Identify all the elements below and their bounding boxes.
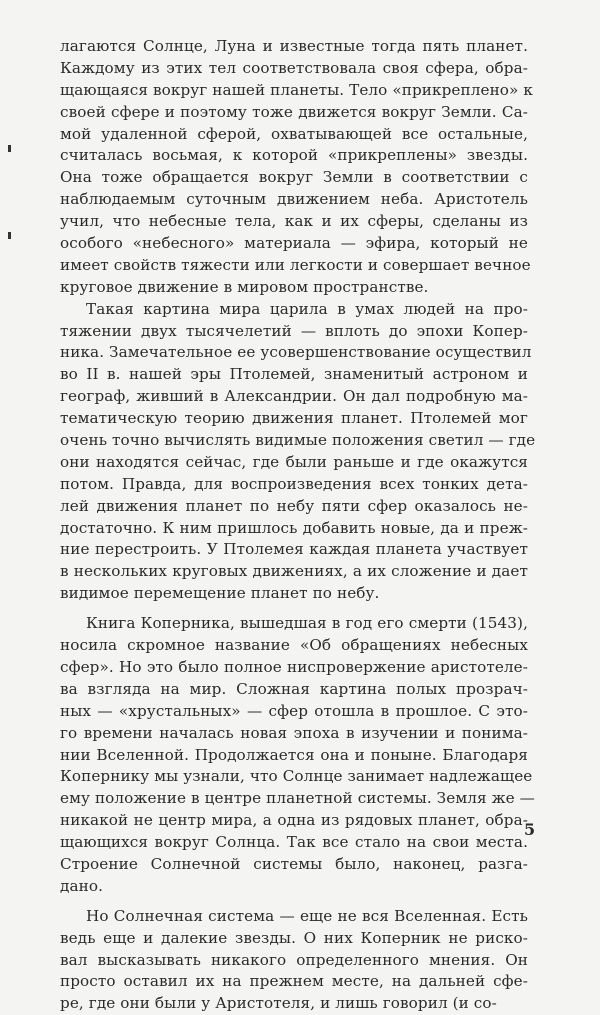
text-line: своей сфере и поэтому тоже движется вокруг Земли. Са- (60, 102, 528, 121)
text-line: Она тоже обращается вокруг Земли в соответствии с (60, 168, 528, 187)
text-line: Такая картина мира царила в умах людей на про- (86, 299, 528, 318)
text-line: Каждому из этих тел соответствовала своя сфера, обра- (60, 58, 528, 77)
text-line: имеет свойств тяжести или легкости и совершает вечное (60, 255, 531, 274)
text-line: Строение Солнечной системы было, наконец, разга- (60, 854, 528, 873)
body-text (60, 36, 536, 1015)
text-line: наблюдаемым суточным движением неба. Аристотель (60, 190, 528, 209)
text-line: видимое перемещение планет по небу. (60, 584, 380, 603)
text-line: очень точно вычислять видимые положения светил — где (60, 431, 536, 450)
text-line: нии Вселенной. Продолжается она и поныне. Благодаря (60, 745, 528, 764)
paragraph (60, 299, 536, 605)
margin-mark (8, 232, 11, 239)
text-line: ему положение в центре планетной системы. Земля же — (60, 789, 535, 808)
text-line: учил, что небесные тела, как и их сферы, сделаны из (60, 212, 528, 231)
text-line: щающихся вокруг Солнца. Так все стало на свои места. (60, 833, 528, 852)
text-line: особого «небесного» материала — эфира, который не (60, 234, 528, 253)
paragraph (60, 906, 528, 1015)
text-line: в нескольких круговых движениях, а их сложение и дает (60, 562, 528, 581)
text-line: ние перестроить. У Птолемея каждая планета участвует (60, 540, 528, 559)
text-line: лагаются Солнце, Луна и известные тогда пять планет. (60, 37, 528, 55)
text-line: Но Солнечная система — еще не вся Вселенная. Есть (86, 906, 528, 925)
text-line: сфер». Но это было полное ниспровержение аристотеле- (60, 657, 528, 676)
text-line: вал высказывать никакого определенного мнения. Он (60, 950, 528, 969)
text-line: вa взгляда на мир. Сложная картина полых прозрач- (60, 679, 528, 698)
text-line: Книга Коперника, вышедшая в год его смерти (1543), (86, 614, 528, 633)
paragraph (60, 613, 535, 898)
text-line: тематическую теорию движения планет. Птолемей мог (60, 409, 528, 428)
text-line: Копернику мы узнали, что Солнце занимает надлежащее (60, 767, 533, 786)
text-line: просто оставил их на прежнем месте, на дальней сфе- (60, 972, 528, 991)
text-line: тяжении двух тысячелетий — вплоть до эпохи Копер- (60, 321, 528, 340)
text-line: ре, где они были у Аристотеля, и лишь говорил (и со- (60, 994, 497, 1013)
text-line: носила скромное название «Об обращениях небесных (60, 636, 528, 655)
text-line: ника. Замечательное ее усовершенствование осуществил (60, 343, 532, 362)
text-line: лей движения планет по небу пяти сфер оказалось не- (60, 496, 528, 515)
page-number: 5 (524, 820, 536, 839)
text-line: дано. (60, 876, 103, 895)
text-line: достаточно. К ним пришлось добавить новые, да и преж- (60, 518, 528, 537)
text-line: круговое движение в мировом пространстве. (60, 277, 429, 296)
text-line: потом. Правда, для воспроизведения всех тонких дета- (60, 474, 528, 493)
text-line: ных — «хрустальных» — сфер отошла в прошлое. С это- (60, 701, 528, 720)
text-line: го времени началась новая эпоха в изучении и понима- (60, 723, 528, 742)
text-line: ведь еще и далекие звезды. О них Коперник не риско- (60, 928, 528, 947)
text-line: во II в. нашей эры Птолемей, знаменитый астроном и (60, 365, 528, 384)
paragraph (60, 36, 533, 299)
text-line: они находятся сейчас, где были раньше и где окажутся (60, 452, 528, 471)
text-line: никакой не центр мира, а одна из рядовых планет, обра- (60, 811, 528, 830)
margin-mark (8, 145, 11, 152)
text-line: мой удаленной сферой, охватывающей все остальные, (60, 124, 528, 143)
text-line: щающаяся вокруг нашей планеты. Тело «прикреплено» к (60, 80, 533, 99)
text-line: географ, живший в Александрии. Он дал подробную ма- (60, 387, 528, 406)
text-line: считалась восьмая, к которой «прикреплены» звезды. (60, 146, 528, 165)
